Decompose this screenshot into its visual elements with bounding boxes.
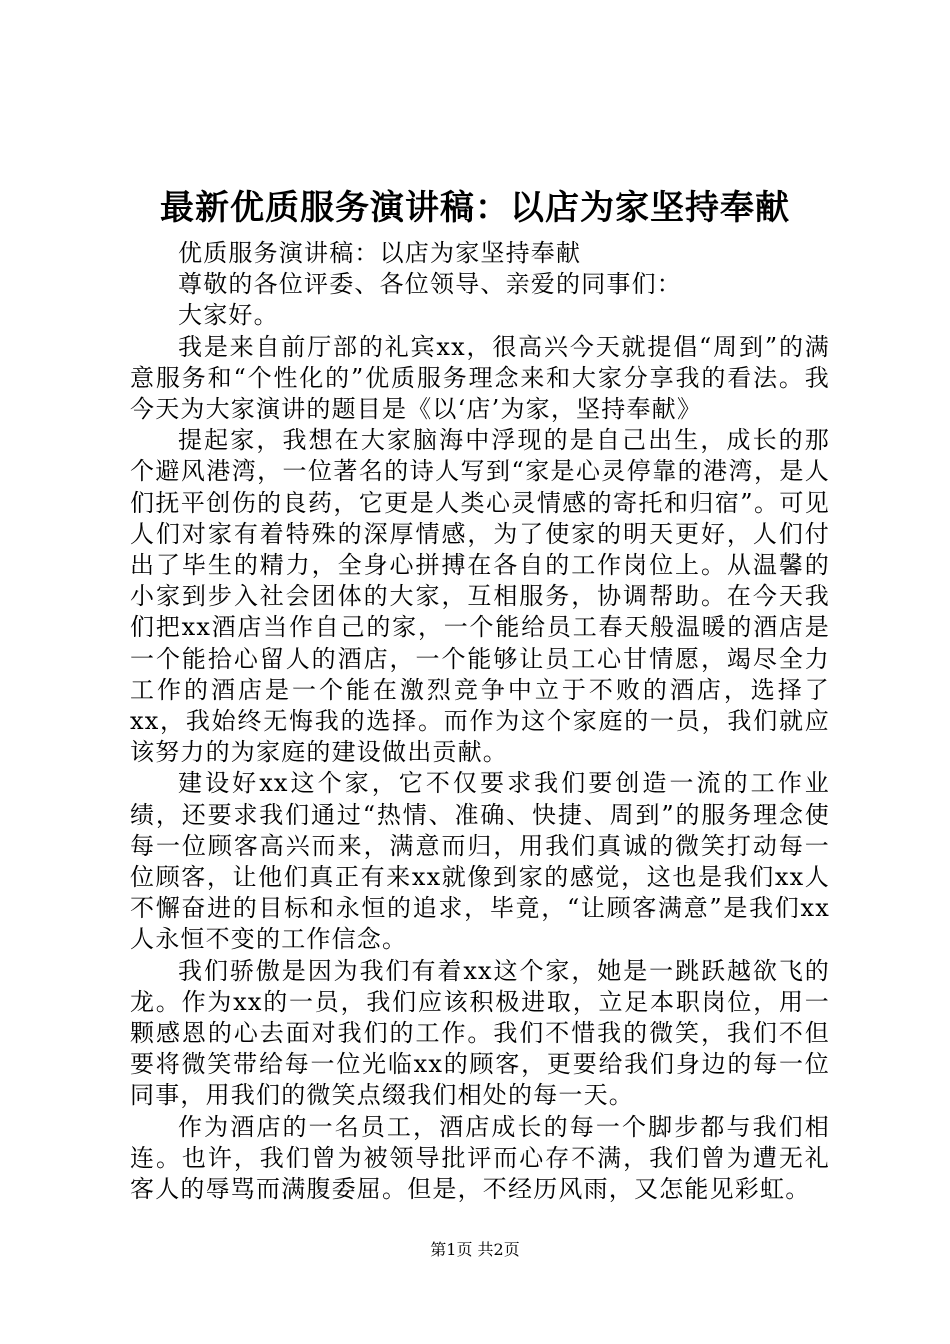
page-footer: 第1页 共2页 [430, 1240, 520, 1259]
paragraph: 提起家，我想在大家脑海中浮现的是自己出生，成长的那个避风港湾，一位著名的诗人写到“家是心灵停靠的港湾，是人们抚平创伤的良药，它更是人类心灵情感的寄托和归宿”。可见人们对家有着特殊的深厚情感，为了使家的明天更好，人们付出了毕生的精力，全身心拼搏在各自的工作岗位上。从温馨的小家到步入社会团体的大家，互相服务，协调帮助。在今天我们把xx酒店当作自己的家，一个能给员工春天般温暖的酒店是一个能拾心留人的酒店，一个能够让员工心甘情愿，竭尽全力工作的酒店是一个能在激烈竞争中立于不败的酒店，选择了xx，我始终无悔我的选择。而作为这个家庭的一员，我们就应该努力的为家庭的建设做出贡献。 [130, 426, 830, 767]
paragraph: 建设好xx这个家，它不仅要求我们要创造一流的工作业绩，还要求我们通过“热情、准确、快捷、周到”的服务理念使每一位顾客高兴而来，满意而归，用我们真诚的微笑打动每一位顾客，让他们真正有来xx就像到家的感觉，这也是我们xx人不懈奋进的目标和永恒的追求，毕竟，“让顾客满意”是我们xx人永恒不变的工作信念。 [130, 769, 830, 954]
paragraph: 我们骄傲是因为我们有着xx这个家，她是一跳跃越欲飞的龙。作为xx的一员，我们应该积极进取，立足本职岗位，用一颗感恩的心去面对我们的工作。我们不惜我的微笑，我们不但要将微笑带给每一位光临xx的顾客，更要给我们身边的每一位同事，用我们的微笑点缀我们相处的每一天。 [130, 956, 830, 1110]
document-title: 最新优质服务演讲稿：以店为家坚持奉献 [160, 188, 790, 228]
paragraph: 尊敬的各位评委、各位领导、亲爱的同事们： [178, 270, 682, 299]
paragraph: 大家好。 [178, 301, 279, 330]
paragraph: 优质服务演讲稿：以店为家坚持奉献 [178, 239, 582, 267]
paragraph: 作为酒店的一名员工，酒店成长的每一个脚步都与我们相连。也许，我们曾为被领导批评而心存不满，我们曾为遭无礼客人的辱骂而满腹委屈。但是，不经历风雨，又怎能见彩虹。 [130, 1112, 830, 1204]
document-body [130, 238, 830, 1205]
paragraph: 我是来自前厅部的礼宾xx，很高兴今天就提倡“周到”的满意服务和“个性化的”优质服务理念来和大家分享我的看法。我今天为大家演讲的题目是《以‘店’为家，坚持奉献》 [130, 332, 830, 424]
